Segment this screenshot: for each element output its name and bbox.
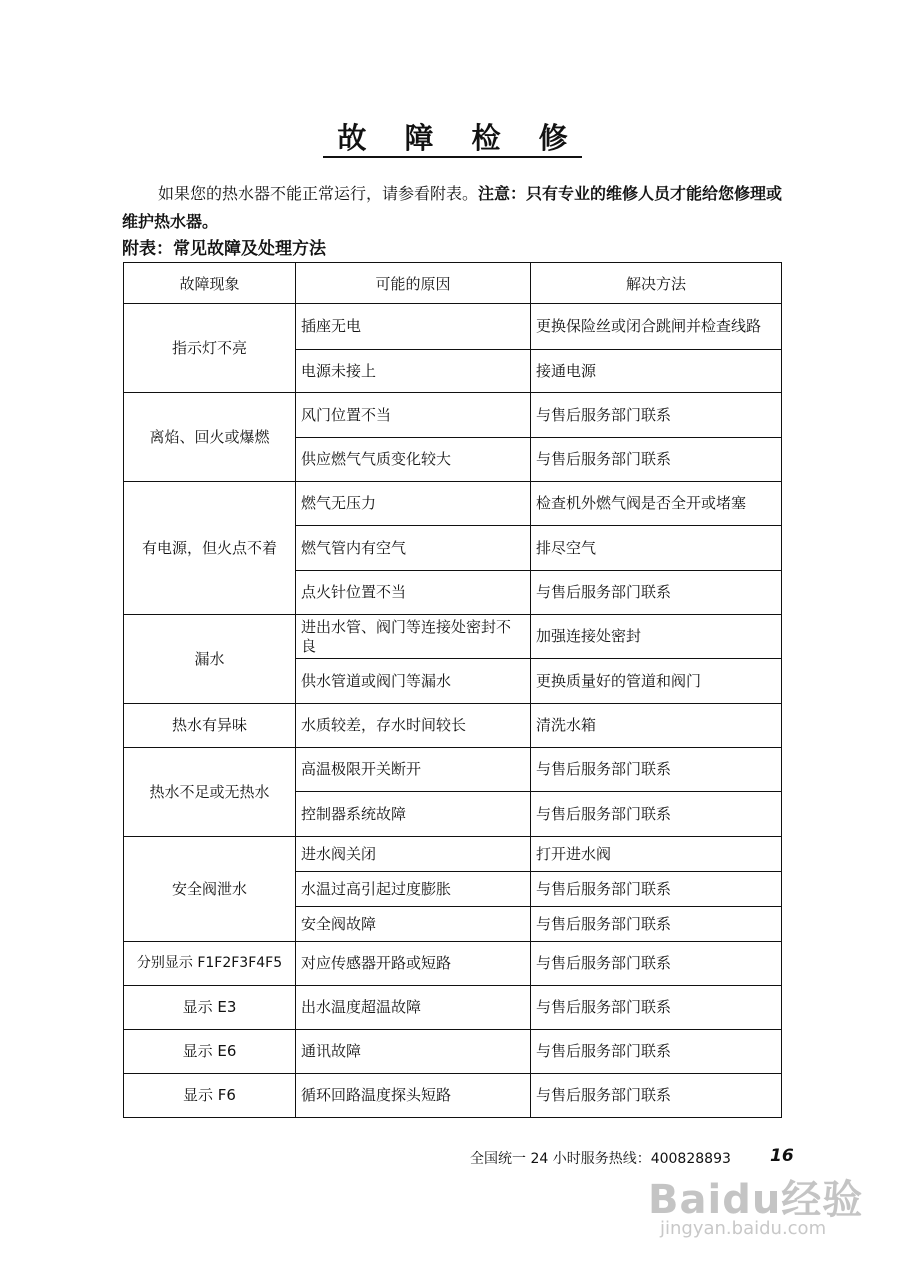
intro-note: 注意：只有专业的维修人员才能给您修理或维护热水器。: [122, 184, 783, 231]
solution-cell: 加强连接处密封: [531, 615, 782, 659]
cause-cell: 高温极限开关断开: [296, 748, 531, 792]
solution-cell: 与售后服务部门联系: [531, 393, 782, 438]
symptom-cell: 分别显示 F1F2F3F4F5: [124, 942, 296, 986]
cause-cell: 水温过高引起过度膨胀: [296, 872, 531, 907]
cause-cell: 安全阀故障: [296, 907, 531, 942]
table-caption: 附表：常见故障及处理方法: [122, 239, 326, 259]
cause-cell: 循环回路温度探头短路: [296, 1074, 531, 1118]
solution-cell: 与售后服务部门联系: [531, 438, 782, 482]
cause-cell: 进出水管、阀门等连接处密封不良: [296, 615, 531, 659]
page-number: 16: [770, 1146, 794, 1166]
symptom-cell: 热水有异味: [124, 704, 296, 748]
page-title: 故 障 检 修: [0, 116, 905, 157]
table-row: [124, 837, 782, 872]
solution-cell: 与售后服务部门联系: [531, 907, 782, 942]
watermark-logo: Baidu经验: [648, 1177, 864, 1223]
solution-cell: 检查机外燃气阀是否全开或堵塞: [531, 482, 782, 526]
table-row: [124, 393, 782, 438]
table-row: [124, 942, 782, 986]
cause-cell: 供水管道或阀门等漏水: [296, 659, 531, 704]
header-cause: 可能的原因: [296, 263, 531, 304]
cause-cell: 燃气无压力: [296, 482, 531, 526]
solution-cell: 与售后服务部门联系: [531, 748, 782, 792]
service-hotline: 全国统一 24 小时服务热线：400828893: [470, 1151, 731, 1167]
watermark-url: jingyan.baidu.com: [660, 1218, 827, 1239]
cause-cell: 供应燃气气质变化较大: [296, 438, 531, 482]
symptom-cell: 指示灯不亮: [124, 304, 296, 393]
symptom-cell: 有电源，但火点不着: [124, 482, 296, 615]
cause-cell: 对应传感器开路或短路: [296, 942, 531, 986]
table-row: [124, 704, 782, 748]
solution-cell: 更换保险丝或闭合跳闸并检查线路: [531, 304, 782, 350]
solution-cell: 更换质量好的管道和阀门: [531, 659, 782, 704]
solution-cell: 与售后服务部门联系: [531, 942, 782, 986]
troubleshooting-table: [123, 262, 782, 1118]
cause-cell: 风门位置不当: [296, 393, 531, 438]
table-row: [124, 1030, 782, 1074]
table-row: [124, 615, 782, 659]
solution-cell: 排尽空气: [531, 526, 782, 571]
cause-cell: 出水温度超温故障: [296, 986, 531, 1030]
solution-cell: 与售后服务部门联系: [531, 792, 782, 837]
symptom-cell: 热水不足或无热水: [124, 748, 296, 837]
symptom-cell: 离焰、回火或爆燃: [124, 393, 296, 482]
cause-cell: 燃气管内有空气: [296, 526, 531, 571]
intro-text: 如果您的热水器不能正常运行，请参看附表。: [158, 184, 479, 203]
table-row: [124, 986, 782, 1030]
table-row: [124, 482, 782, 526]
solution-cell: 与售后服务部门联系: [531, 1074, 782, 1118]
cause-cell: 插座无电: [296, 304, 531, 350]
header-symptom: 故障现象: [124, 263, 296, 304]
solution-cell: 接通电源: [531, 350, 782, 393]
cause-cell: 点火针位置不当: [296, 571, 531, 615]
solution-cell: 与售后服务部门联系: [531, 1030, 782, 1074]
header-solution: 解决方法: [531, 263, 782, 304]
symptom-cell: 安全阀泄水: [124, 837, 296, 942]
cause-cell: 电源未接上: [296, 350, 531, 393]
table-row: [124, 748, 782, 792]
cause-cell: 通讯故障: [296, 1030, 531, 1074]
symptom-cell: 显示 E6: [124, 1030, 296, 1074]
solution-cell: 打开进水阀: [531, 837, 782, 872]
table-header-row: [124, 263, 782, 304]
table-row: [124, 1074, 782, 1118]
symptom-cell: 漏水: [124, 615, 296, 704]
cause-cell: 控制器系统故障: [296, 792, 531, 837]
intro-paragraph: [122, 180, 784, 236]
symptom-cell: 显示 E3: [124, 986, 296, 1030]
table-row: [124, 304, 782, 350]
solution-cell: 与售后服务部门联系: [531, 986, 782, 1030]
cause-cell: 水质较差，存水时间较长: [296, 704, 531, 748]
solution-cell: 与售后服务部门联系: [531, 571, 782, 615]
symptom-cell: 显示 F6: [124, 1074, 296, 1118]
solution-cell: 与售后服务部门联系: [531, 872, 782, 907]
solution-cell: 清洗水箱: [531, 704, 782, 748]
cause-cell: 进水阀关闭: [296, 837, 531, 872]
